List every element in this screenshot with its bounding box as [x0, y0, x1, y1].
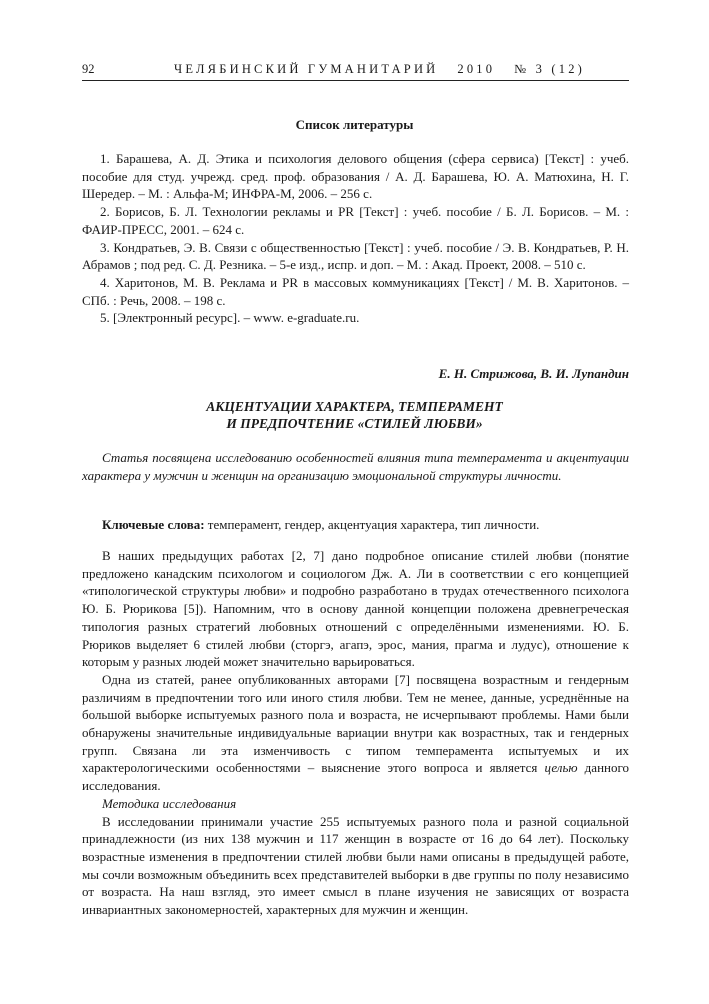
body-paragraph: В наших предыдущих работах [2, 7] дано подробное описание стилей любви (понятие предложено канадским психологом и социологом Дж. А. Ли в соответствии с его концепцией «типологической структуры любви» и подробно разработано в трудах отечественного психолога Ю. Б. Рюрикова [5]). Напомним, что в основу данной концепции положена древнегреческая типология разных стратегий любовных отношений с определёнными изменениями. Ю. Б. Рюриков выделяет 6 стилей любви (сторгэ, агапэ, эрос, мания, прагма и лудус), отношение к которым у разных людей может значительно варьироваться. [82, 548, 629, 670]
keywords-text: темперамент, гендер, акцентуация характера, тип личности. [204, 517, 540, 532]
header-rule [82, 80, 629, 81]
keywords [82, 516, 629, 534]
reference-list [82, 150, 629, 327]
journal-title: ЧЕЛЯБИНСКИЙ ГУМАНИТАРИЙ 2010 № 3 (12) [174, 62, 586, 76]
reference-item: 5. [Электронный ресурс]. – www. e-graduate.ru. [100, 310, 360, 326]
references-title: Список литературы [295, 117, 414, 132]
article-title-line: И ПРЕДПОЧТЕНИЕ «СТИЛЕЙ ЛЮБВИ» [226, 416, 483, 431]
running-header [82, 60, 629, 80]
body-text: Одна из статей, ранее опубликованных авторами [7] посвящена возрастным и гендерным различиям в предпочтении того или иного стиля любви. Тем не менее, данные, усреднённые на большой выборке испытуемых разного пола и возраста, не исчерпывают проблемы. Нами были обнаружены значительные индивидуальные вариации внутри как возрастных, так и гендерных групп. Связана ли эта изменчивость с типом темперамента испытуемых и их характерологическими особенностями – выяснение этого вопроса и является [82, 671, 629, 776]
page-number: 92 [82, 62, 95, 76]
reference-item: 2. Борисов, Б. Л. Технологии рекламы и PR [Текст] : учеб. пособие / Б. Л. Борисов. – М. : ФАИР-ПРЕСС, 2001. – 624 с. [82, 204, 629, 237]
body-text: данного исследования. [82, 760, 629, 794]
article-title [0, 398, 709, 432]
body-paragraph: В исследовании принимали участие 255 испытуемых разного пола и разной социальной принадлежности (из них 138 мужчин и 117 женщин в возрасте от 16 до 64 лет). Поскольку возрастные изменения в предпочтении стилей любви были нами описаны в предыдущей работе, мы сочли возможным объединить всех представителей выборки в две группы по полу независимо от возраста. На наш взгляд, это имеет смысл в плане изучения не зависящих от возраста инвариантных закономерностей, характерных для мужчин и женщин. [82, 813, 629, 918]
reference-item: 4. Харитонов, М. В. Реклама и PR в массовых коммуникациях [Текст] / М. В. Харитонов. – СПб. : Речь, 2008. – 198 с. [82, 274, 629, 308]
keywords-label: Ключевые слова: [102, 517, 205, 532]
article-authors: Е. Н. Стрижова, В. И. Лупандин [438, 366, 629, 381]
emphasis-text: целью [544, 760, 578, 776]
article-abstract: Статья посвящена исследованию особенностей влияния типа темперамента и акцентуации характера у мужчин и женщин на организацию эмоциональной структуры личности. [82, 450, 629, 483]
reference-item: 3. Кондратьев, Э. В. Связи с общественностью [Текст] : учеб. пособие / Э. В. Кондратьев, Р. Н. Абрамов ; под ред. С. Д. Резника. – 5-е изд., испр. и доп. – М. : Акад. Проект, 2008. – 510 с. [82, 239, 629, 273]
reference-item: 1. Барашева, А. Д. Этика и психология делового общения (сфера сервиса) [Текст] : учеб. пособие для студ. учрежд. сред. проф. образования / А. Д. Барашева, Ю. А. Матюхина, Н. Г. Шередер. – М. : Альфа-М; ИНФРА-М, 2006. – 256 с. [82, 151, 629, 202]
body-paragraph [82, 671, 629, 795]
article-title-line: АКЦЕНТУАЦИИ ХАРАКТЕРА, ТЕМПЕРАМЕНТ [206, 399, 503, 414]
section-heading: Методика исследования [102, 795, 237, 811]
article-body [82, 547, 629, 919]
